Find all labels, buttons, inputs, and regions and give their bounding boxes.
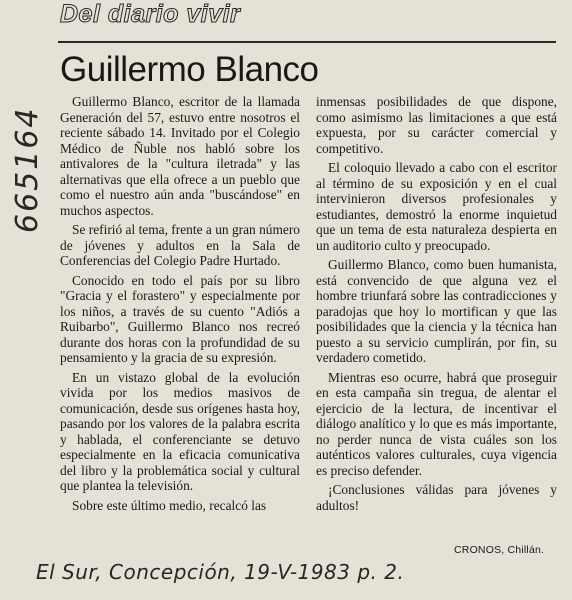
section-rule xyxy=(58,41,556,43)
article-paragraph: Conocido en todo el país por su libro "Gracia y el forastero" y especialmente por los niños, a través de su cuento "Adiós a Ruibarbo", Guillermo Blanco nos recreó durante dos horas con la profundidad de su pensamiento y la gracia de su expresión. xyxy=(60,272,300,365)
handwritten-source-note: El Sur, Concepción, 19-V-1983 p. 2. xyxy=(36,560,405,584)
article-paragraph: El coloquio llevado a cabo con el escritor al término de su exposición y en el cual intervinieron diversos profesionales y estudiantes, demostró la enorme inquietud que un tema de esta naturaleza despierta en un auditorio culto y preocupado. xyxy=(316,160,557,253)
article-column-right xyxy=(316,94,557,517)
handwritten-archive-number xyxy=(7,65,47,235)
article-paragraph: Guillermo Blanco, escritor de la llamada Generación del 57, estuvo entre nosotros el reciente sábado 14. Invitado por el Colegio Médico de Ñuble nos habló sobre los antivalores de la "cultura iletrada" y las alternativas que ella ofrece a un pueblo que como el nuestro aún anda "buscándose" en muchos aspectos. xyxy=(60,94,300,218)
section-kicker: Del diario vivir xyxy=(60,0,241,28)
article-paragraph: Mientras eso ocurre, habrá que proseguir en esta campaña sin tregua, de alentar el ejercicio de la lectura, de incentivar el diálogo analítico y lo que es más importante, no perder nunca de vista cuáles son los auténticos valores culturales, cuya vigencia es preciso defender. xyxy=(316,369,557,478)
article-paragraph: ¡Conclusiones válidas para jóvenes y adultos! xyxy=(316,482,557,513)
article-paragraph: Guillermo Blanco, como buen humanista, está convencido de que alguna vez el hombre triunfará sobre las contradicciones y paradojas que hoy lo mortifican y que las posibilidades que la ciencia y la técnica han puesto a su servicio cumplirán, por fin, su verdadero cometido. xyxy=(316,257,557,365)
article-headline: Guillermo Blanco xyxy=(60,50,319,89)
article-column-left xyxy=(60,94,300,517)
article-paragraph: Sobre este último medio, recalcó las xyxy=(72,497,267,513)
article-paragraph: En un vistazo global de la evolución vivida por los medios masivos de comunicación, desde sus orígenes hasta hoy, pasando por los valores de la palabra escrita y hablada, el conferenciante se detuvo especialmente en la eficacia comunicativa del libro y la problemática social y cultural que plantea la televisión. xyxy=(60,369,300,493)
archive-number-text: 665164 xyxy=(10,106,45,233)
author-signature: CRONOS, Chillán. xyxy=(454,544,545,556)
article-paragraph: Se refirió al tema, frente a un gran número de jóvenes y adultos en la Sala de Conferencias del Colegio Padre Hurtado. xyxy=(60,222,300,268)
article-paragraph: inmensas posibilidades de que dispone, como asimismo las limitaciones a que está expuesta, por su carácter comercial y competitivo. xyxy=(316,94,557,156)
